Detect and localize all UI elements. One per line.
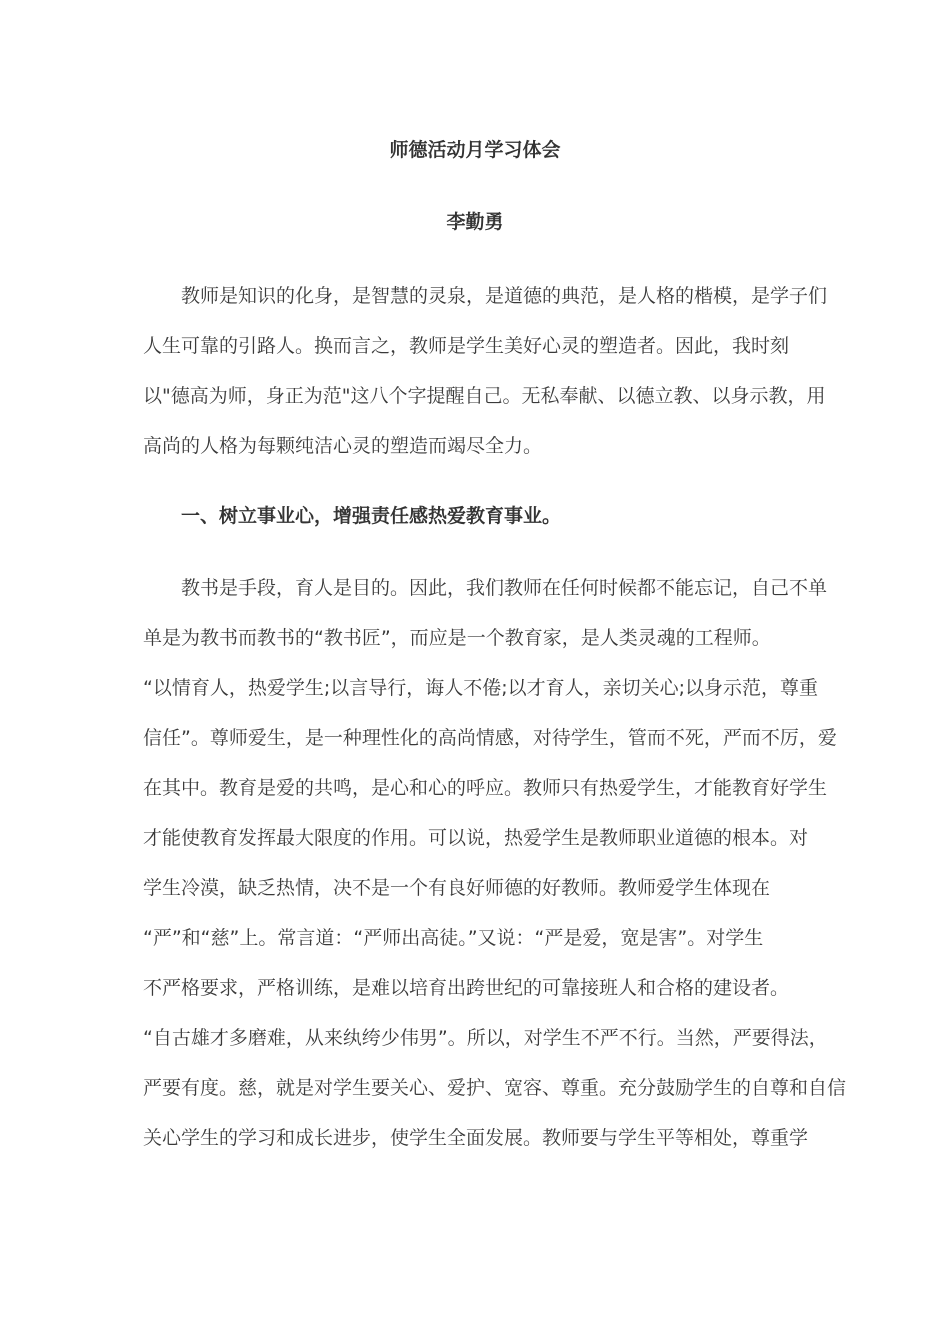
paragraph-line: 高尚的人格为每颗纯洁心灵的塑造而竭尽全力。 <box>143 435 543 457</box>
paragraph-line: 才能使教育发挥最大限度的作用。可以说，热爱学生是教师职业道德的根本。对 <box>143 827 809 849</box>
paragraph-line: 关心学生的学习和成长进步，使学生全面发展。教师要与学生平等相处，尊重学 <box>143 1127 809 1149</box>
paragraph-line: 教书是手段，育人是目的。因此，我们教师在任何时候都不能忘记，自己不单 <box>181 577 828 599</box>
paragraph-line: 严要有度。慈，就是对学生要关心、爱护、宽容、尊重。充分鼓励学生的自尊和自信 <box>143 1077 847 1099</box>
paragraph-line: 信任”。尊师爱生，是一种理性化的高尚情感，对待学生，管而不死，严而不厉，爱 <box>143 727 837 749</box>
paragraph-line: 教师是知识的化身，是智慧的灵泉，是道德的典范，是人格的楷模，是学子们 <box>181 285 828 307</box>
paragraph-line: 学生冷漠，缺乏热情，决不是一个有良好师德的好教师。教师爱学生体现在 <box>143 877 771 899</box>
paragraph-line: 在其中。教育是爱的共鸣，是心和心的呼应。教师只有热爱学生，才能教育好学生 <box>143 777 828 799</box>
paragraph-line: 单是为教书而教书的“教书匠”，而应是一个教育家，是人类灵魂的工程师。 <box>143 627 771 649</box>
paragraph-line: 人生可靠的引路人。换而言之，教师是学生美好心灵的塑造者。因此，我时刻 <box>143 335 790 357</box>
paragraph-line: “严”和“慈”上。常言道：“严师出高徒。”又说：“严是爱，宽是害”。对学生 <box>143 927 764 949</box>
document-author: 李勤勇 <box>446 211 504 233</box>
paragraph-line: 以"德高为师，身正为范"这八个字提醒自己。无私奉献、以德立教、以身示教，用 <box>143 385 826 407</box>
section-heading: 一、树立事业心，增强责任感热爱教育事业。 <box>181 505 562 527</box>
paragraph-line: “以情育人，热爱学生;以言导行，诲人不倦;以才育人，亲切关心;以身示范，尊重 <box>143 677 819 699</box>
paragraph-line: “自古雄才多磨难，从来纨绔少伟男”。所以，对学生不严不行。当然，严要得法， <box>143 1027 828 1049</box>
document-title: 师德活动月学习体会 <box>389 139 561 161</box>
paragraph-line: 不严格要求，严格训练，是难以培育出跨世纪的可靠接班人和合格的建设者。 <box>143 977 790 999</box>
